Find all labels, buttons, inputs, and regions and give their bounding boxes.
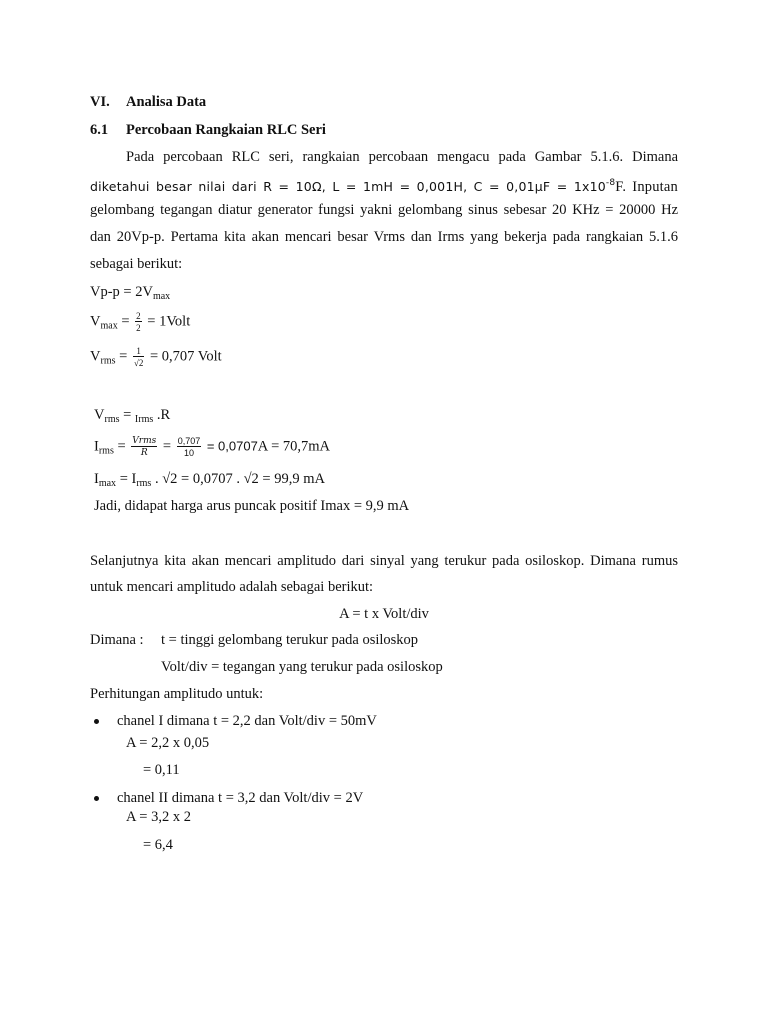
eq-vrms: $V_{rms}$ = $\frac{1}{√2}$ = 0,707 Volt xyxy=(90,346,222,368)
amplitude-formula: A = t x Volt/div xyxy=(339,606,429,622)
section-title: Analisa Data xyxy=(126,94,207,110)
section-number: VI. xyxy=(90,94,110,110)
eq-vmax: $V_{max}$ = $\frac{2}{2}$ = 1Volt xyxy=(90,311,191,333)
para1-line4: dan 20Vp-p. Pertama kita akan mencari besar Vrms dan Irms yang bekerja pada rangkaian 5.1.6 xyxy=(90,229,678,245)
eq-imax: $I_{max} = I_{rms}$ . √2 = 0,0707 . √2 = 99,9 mA xyxy=(94,471,325,489)
eq-irms: $I_{rms}$ = $\frac{\text{Vrms}}{R}$ = $\frac{0,707}{10}$ = 0,0707A = 70,7mA xyxy=(94,436,331,458)
subsection-title: Percobaan Rangkaian RLC Seri xyxy=(126,122,326,138)
dimana-label: Dimana : xyxy=(90,632,144,648)
para2-line1: Selanjutnya kita akan mencari amplitudo dari sinyal yang terukur pada osiloskop. Dimana rumus xyxy=(90,553,678,569)
para2-line2: untuk mencari amplitudo adalah sebagai berikut: xyxy=(90,579,374,595)
perhitungan-label: Perhitungan amplitudo untuk: xyxy=(90,686,264,702)
para1-line2: diketahui besar nilai dari R = 10Ω, L = 1mH = 0,001H, $C = 0,01\mu F = 1x10^{-8}F$. Inputan xyxy=(90,178,678,195)
bullet-icon xyxy=(94,719,99,724)
eq-vpp: $Vp-p = 2V_{max}$ xyxy=(90,284,171,302)
subsection-number: 6.1 xyxy=(90,122,109,138)
list-item-label: chanel I dimana t = 2,2 dan Volt/div = 50mV xyxy=(117,713,377,729)
list-item-step1: A = 2,2 x 0,05 xyxy=(126,735,210,751)
para1-line5: sebagai berikut: xyxy=(90,256,183,272)
list-item-step1: A = 3,2 x 2 xyxy=(126,809,191,825)
para1-line3: gelombang tegangan diatur generator fungsi yakni gelombang sinus sebesar 20 KHz = 20000 Hz xyxy=(90,202,678,218)
eq-vrms-ohm: $V_{rms} = _{Irms}$ .R xyxy=(94,407,171,425)
list-item-step2: = 6,4 xyxy=(143,837,173,853)
t-definition: t = tinggi gelombang terukur pada osiloskop xyxy=(161,632,419,648)
para1-line1: Pada percobaan RLC seri, rangkaian percobaan mengacu pada Gambar 5.1.6. Dimana xyxy=(126,149,678,165)
list-item-step2: = 0,11 xyxy=(143,762,180,778)
bullet-icon xyxy=(94,796,99,801)
list-item-label: chanel II dimana t = 3,2 dan Volt/div = 2V xyxy=(117,790,364,806)
conclusion: Jadi, didapat harga arus puncak positif Imax = 9,9 mA xyxy=(94,498,410,514)
voltdiv-definition: Volt/div = tegangan yang terukur pada osiloskop xyxy=(161,659,443,675)
